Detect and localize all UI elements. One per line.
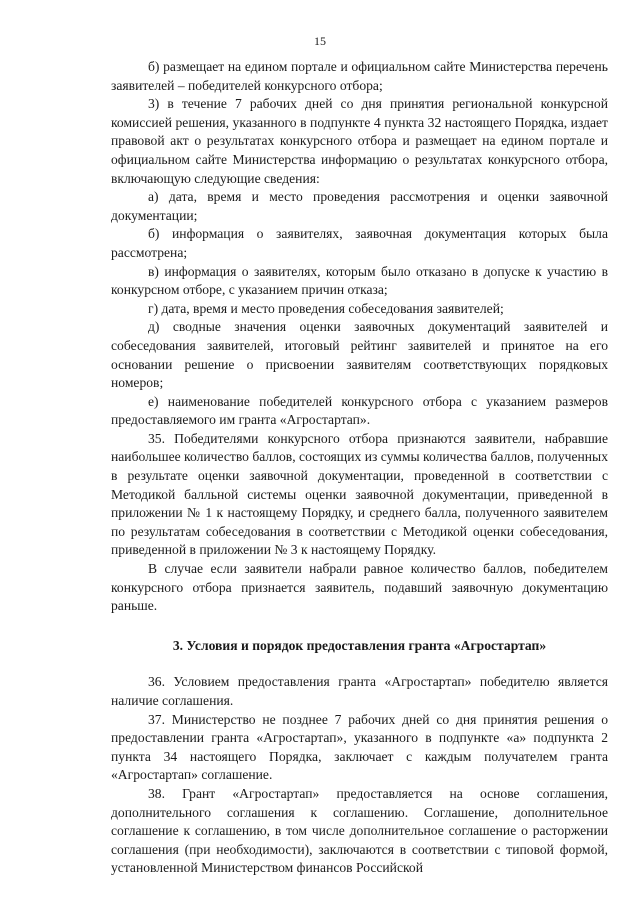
section-heading: 3. Условия и порядок предоставления гранта «Агростартап» (172, 637, 547, 653)
paragraph: в) информация о заявителях, которым было отказано в допуске к участию в конкурсном отборе, с указанием причин отказа; (111, 263, 608, 298)
paragraph: б) размещает на едином портале и официальном сайте Министерства перечень заявителей – победителей конкурсного отбора; (111, 59, 608, 93)
paragraph: 36. Условием предоставления гранта «Агростартап» победителю является наличие соглашения. (111, 674, 608, 708)
paragraph: В случае если заявители набрали равное количество баллов, победителем конкурсного отбора признается заявитель, подавший заявочную документацию раньше. (111, 561, 608, 614)
document-body (111, 58, 608, 878)
paragraph: г) дата, время и место проведения собеседования заявителей; (148, 300, 504, 316)
paragraph: б) информация о заявителях, заявочная документация которых была рассмотрена; (111, 226, 608, 260)
paragraph: 3) в течение 7 рабочих дней со дня принятия региональной конкурсной комиссией решения, указанного в подпункте 4 пункта 32 настоящего Порядка, издает правовой акт о результатах конкурсного отбора и размещает на едином портале и официальном сайте Министерства информацию о результатах конкурсного отбора, включающую следующие сведения: (111, 96, 608, 186)
paragraph: д) сводные значения оценки заявочных документаций заявителей и собеседования заявителей, итоговый рейтинг заявителей и принятое на его основании решение о присвоении заявителям соответствующих порядковых номеров; (111, 319, 608, 391)
paragraph: е) наименование победителей конкурсного отбора с указанием размеров предоставляемого им гранта «Агростартап». (111, 393, 608, 428)
page-number: 15 (314, 34, 326, 48)
paragraph: 38. Грант «Агростартап» предоставляется на основе соглашения, дополнительного соглашения к соглашению. Соглашение, дополнительное соглашение к соглашению, в том числе дополнительное соглашение о расторжении соглашения (при необходимости), заключаются в соответствии с типовой формой, установленной Министерством финансов Российской (111, 785, 608, 876)
paragraph: 37. Министерство не позднее 7 рабочих дней со дня принятия решения о предоставлении гранта «Агростартап», указанного в подпункте «а» подпункта 2 пункта 34 настоящего Порядка, заключает с каждым получателем гранта «Агростартап» соглашение. (111, 711, 608, 783)
paragraph: а) дата, время и место проведения рассмотрения и оценки заявочной документации; (111, 189, 608, 223)
paragraph: 35. Победителями конкурсного отбора признаются заявители, набравшие наибольшее количество баллов, состоящих из суммы количества баллов, полученных в результате оценки заявочной документации, проведенной в соответствии с Методикой балльной системы оценки заявочной документации, приведенной в приложении № 1 к настоящему Порядку, и среднего балла, полученного заявителем по результатам собеседования в соответствии с Методикой оценки собеседования, приведенной в приложении № 3 к настоящему Порядку. (111, 430, 608, 558)
